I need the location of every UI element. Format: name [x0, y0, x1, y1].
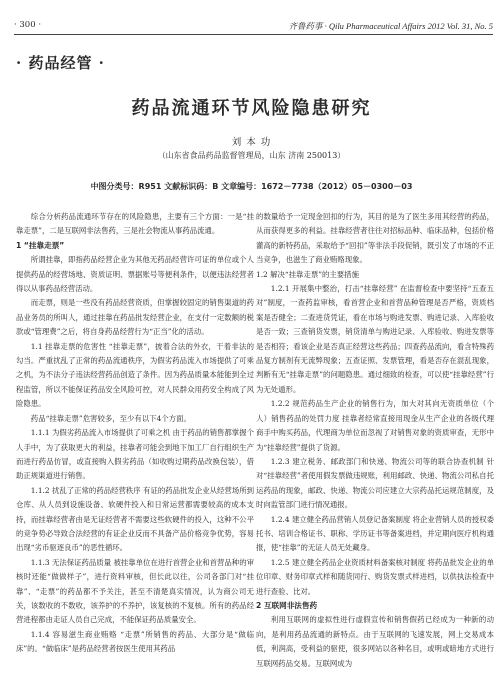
section-heading-1: 1 “挂靠走票”	[16, 240, 65, 250]
paragraph: 利用互联网的虚拟性进行虚假宣传和销售假药已经成为一种新的动向，是利用药品流通的新特点。由于互联网的飞速发展，网上交易成本低，利润高，受利益的驱使，很多网站以各种名目，或明或暗地方式进行互联网药品交易。互联网成为	[256, 615, 494, 668]
article-author: 刘 本 功	[231, 137, 272, 148]
subsection-1-2: 1.2 解决“挂靠走票”的主要措施	[256, 269, 359, 279]
page-number: · 300 ·	[14, 20, 42, 30]
paragraph-continued: 的数量给予一定现金回扣的行为，其目的是为了医生多用其经营的药品，从而获得更多的利益。挂靠经营者往往对招标品种、临床品种，包括价格灌高的新特药品，采取给予“回扣”等非法手段促销，既引发了市场的不正当竞争，也滋生了商业贿赂现象。	[256, 212, 494, 265]
running-header	[14, 20, 493, 34]
subsection-1-1-4: 1.1.4 容易滋生商业贿赂 “走票”所销售的药品、大部分是“做临床”的。“做临床”是药品经营者按医生使用其药品	[16, 629, 254, 654]
subsection-1-1-3: 1.1.3 无法保证药品质量 被挂靠单位在进行首营企业和首营品种的审核时还能“做做样子”，进行资料审核，但长此以往，公司各部门对“挂靠”、“走票”的药品都不予关注，甚至不清楚真实情况，认为商公司无关，该数收的不数收，该养护的不养护，该复核的不复核。所有的药品经营进程都由走证人员自己完成，不能保证药品质量安全。	[16, 557, 254, 625]
subsection-1-2-5: 1.2.5 建立健全药品企业资质材料备案核对制度 将药品批发企业的单位印章、财务印章式样和随货同行、购货发票式样进档，以供执法检查中进行查验、比对。	[256, 557, 494, 596]
subsection-1-2-4: 1.2.4 建立健全药品营销人员登记备案制度 将企业营销人员的授权委托书、培训合格证书、职称、学历证书等备案进档，并定期向医疗机构通报，使“挂靠”的无证人员无处藏身。	[256, 514, 494, 553]
paragraph: 所谓挂靠，即指药品经营企业为其他无药品经营许可证的单位或个人提供药品的经营场地、资质证明、票据账号等便利条件，以便违法经营者得以从事药品经营活动。	[16, 255, 254, 294]
intro-paragraph: 综合分析药品流通环节存在的风险隐患，主要有三个方面：一是“挂靠走票”，二是互联网非法售药，三是社会物流从事药品流通。	[16, 212, 254, 236]
subsection-1-1-2: 1.1.2 扰乱了正常的药品经营秩序 有证的药品批发企业从经营场所到仓库、从人员到设施设备、软硬件投入和日常运营都需要较高的成本支持，而挂靠经营者由是无证经营者不需要这些软硬件的投入，这种不公平的竞争势必导致合法经营的有证企业反而不具备产品价格竞争优势，容易出现“劣币驱逐良币”的恶性循环。	[16, 485, 254, 553]
header-rule	[14, 34, 493, 35]
section-label: · 药品经管 ·	[16, 54, 105, 72]
classification-line: 中图分类号：R951 文献标识码：B 文章编号：1672－7738（2012）05－0300－03	[90, 182, 413, 191]
subsection-1-1-1: 1.1.1 为假劣药品流入市场提供了可乘之机 由于药品的销售都掌握个人手中，为了获取更大的利益，挂靠者可能会到地下加工厂自行组织生产而进行药品仿冒，或直接购入假劣药品（如收购过期药品改换包装），借助正规渠道进行销售。	[16, 428, 254, 481]
author-affiliation: （山东省食品药品监督管理局，山东 济南 250013）	[157, 151, 346, 160]
article-title: 药品流通环节风险隐患研究	[131, 98, 372, 119]
subsection-1-2-1: 1.2.1 开展集中整治，打击“挂靠经营” 在监督检查中要坚持“五查五对”制度，一查药监审核，看首营企业和首营品种管理是否严格，资质档案是否健全；二查进货凭证，看在市场与购进发票、购进记录、入库验收是否一致；三查销货发票，销货清单与购进记录、入库验收、购进发票等是否相符；看该企业是否真正经营这些药品；四查药品流向，看含特殊药品复方制剂有无流弊现象；五查证照、发票管理，看是否存在混乱现象，判断有无“挂靠走票”的问题隐患。通过细致的检查，可以使“挂靠经营”行为无处遁形。	[256, 284, 494, 394]
journal-citation: 齐鲁药事 · Qilu Pharmaceutical Affairs 2012 Vol. 31, No. 5	[288, 21, 493, 31]
subsection-1-1: 1.1 挂靠走票的危害性 “挂靠走票”，披着合法的外衣，干着非法的勾当。严重扰乱了正常的药品流通秩序，为假劣药品流入市场提供了可乘之机，为不法分子违法经营药品创造了条件。因为药品质量本能能到全过程监管，所以不能保证药品安全风险可控，对人民群众用药安全构成了风险隐患。	[16, 341, 254, 409]
right-column	[256, 210, 494, 671]
paragraph: 药品“挂靠走票”危害较多，至少有以下4个方面。	[30, 413, 191, 423]
left-column	[16, 210, 254, 657]
subsection-1-2-2: 1.2.2 规范药品生产企业的销售行为，加大对其向无资质单位（个人）销售药品的处罚力度 挂靠者经常直接用现金从生产企业的各级代理商手中购买药品，代理商为单位而忽视了对销售对象的资质审查，无形中为“挂靠经营”提供了货源。	[256, 399, 494, 452]
section-heading-2: 2 互联网非法售药	[256, 600, 318, 610]
paragraph: 而走票，则是一些没有药品经营资质，但掌握较固定的销售渠道的药品业务员的所叫人，通过挂靠在药品批发经营企业，在支付一定数额的税款或“管理费”之后，将自身药品经营行为“正当”化的活动。	[16, 298, 254, 337]
subsection-1-2-3: 1.2.3 建立税务、邮政部门和快递、物流公司等的联合协查机制 针对“挂靠经营”者使用假发票做违规账，利用邮政、快递、物流公司私自托运药品的现象，邮政、快递、物流公司应建立大宗药品托运规范制度，及时向监管部门进行情况通报。	[256, 456, 494, 510]
